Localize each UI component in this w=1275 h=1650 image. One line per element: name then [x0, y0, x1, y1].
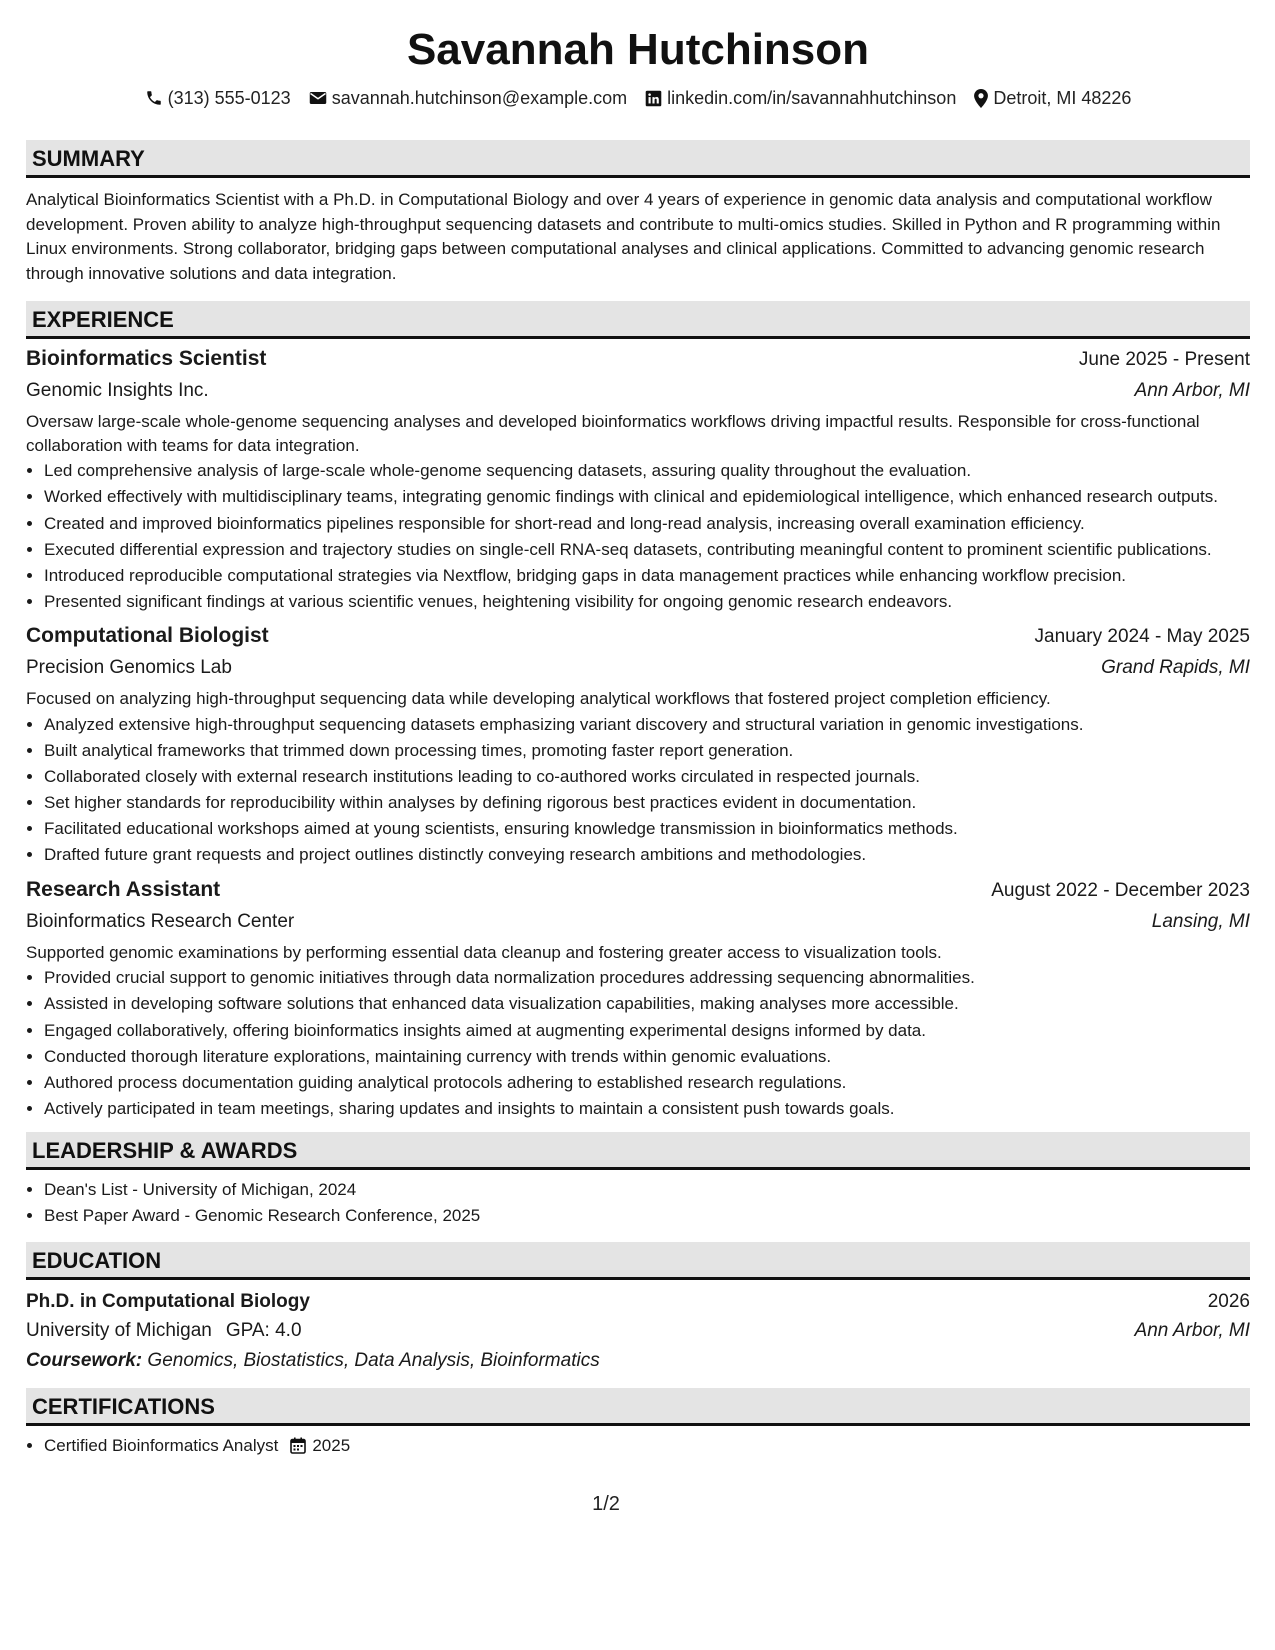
list-item: • Created and improved bioinformatics pipelines responsible for short-read and long-read analysis, increasing overall examination efficiency. [44, 512, 1250, 536]
linkedin-icon [645, 90, 662, 107]
list-item: • Executed differential expression and trajectory studies on single-cell RNA-seq datasets, contributing meaningful content to prominent scientific publications. [44, 538, 1250, 562]
job-dates: August 2022 - December 2023 [991, 879, 1250, 901]
job-title: Computational Biologist [26, 624, 269, 648]
summary-text: Analytical Bioinformatics Scientist with a Ph.D. in Computational Biology and over 4 years of experience in genomic data analysis and computational workflow development. Proven ability to analyze high-throughput sequencing datasets and contribute to multi-omics studies. Skilled in Python and R programming within Linux environments. Strong collaborator, bridging gaps between computational analyses and clinical applications. Committed to advancing genomic research through innovative solutions and data integration. [26, 190, 1221, 283]
section-header-certifications: CERTIFICATIONS [26, 1388, 1250, 1426]
section-header-experience: EXPERIENCE [26, 301, 1250, 339]
section-header-leadership: LEADERSHIP & AWARDS [26, 1132, 1250, 1170]
job-description: Supported genomic examinations by performing essential data cleanup and fostering greater access to visualization tools. [26, 942, 942, 962]
edu-degree: Ph.D. in Computational Biology [26, 1290, 310, 1312]
job-entry [26, 875, 1250, 1120]
list-item: • Set higher standards for reproducibility within analyses by defining rigorous best practices evident in documentation. [44, 791, 1250, 815]
list-item: • Drafted future grant requests and project outlines distinctly conveying research ambitions and methodologies. [44, 843, 1250, 867]
list-item: • Analyzed extensive high-throughput sequencing datasets emphasizing variant discovery and structural variation in genomic investigations. [44, 713, 1250, 737]
section-header-summary: SUMMARY [26, 140, 1250, 178]
job-description: Focused on analyzing high-throughput sequencing data while developing analytical workflows that fostered project completion efficiency. [26, 689, 1051, 709]
job-bullets [26, 966, 1250, 1120]
location-text: Detroit, MI 48226 [993, 87, 1132, 108]
contact-email[interactable] [309, 88, 627, 109]
job-dates: January 2024 - May 2025 [1034, 626, 1250, 648]
list-item: • Best Paper Award - Genomic Research Conference, 2025 [44, 1204, 1250, 1228]
job-title: Bioinformatics Scientist [26, 347, 267, 371]
job-description: Oversaw large-scale whole-genome sequencing analyses and developed bioinformatics workflows driving impactful results. Responsible for cross-functional collaboration with teams for data integration. [26, 412, 1200, 455]
phone-icon [145, 89, 163, 107]
edu-year: 2026 [1207, 1290, 1250, 1312]
phone-text: (313) 555-0123 [167, 87, 291, 108]
contact-linkedin[interactable] [645, 88, 956, 109]
job-company: Bioinformatics Research Center [26, 910, 295, 932]
edu-location: Ann Arbor, MI [1134, 1319, 1250, 1341]
coursework-label: Coursework: [26, 1349, 143, 1371]
job-dates: June 2025 - Present [1078, 349, 1250, 371]
list-item: • Authored process documentation guiding analytical protocols adhering to established research regulations. [44, 1071, 1250, 1095]
edu-school: University of Michigan [26, 1319, 212, 1341]
job-location: Lansing, MI [1151, 910, 1250, 932]
calendar-icon [290, 1437, 306, 1454]
job-location: Grand Rapids, MI [1101, 657, 1250, 679]
edu-coursework [26, 1346, 1250, 1376]
list-item: • Engaged collaboratively, offering bioinformatics insights aimed at augmenting experimental designs informed by data. [44, 1019, 1250, 1043]
section-header-education: EDUCATION [26, 1242, 1250, 1280]
list-item: • Provided crucial support to genomic initiatives through data normalization procedures addressing sequencing abnormalities. [44, 966, 1250, 990]
list-item [44, 1434, 1250, 1458]
linkedin-text: linkedin.com/in/savannahhutchinson [667, 87, 957, 108]
list-item: • Presented significant findings at various scientific venues, heightening visibility for ongoing genomic research endeavors. [44, 590, 1250, 614]
leadership-list [26, 1178, 1250, 1228]
envelope-icon [309, 90, 327, 106]
job-title: Research Assistant [26, 877, 221, 901]
cert-name: • Certified Bioinformatics Analyst [44, 1435, 279, 1455]
job-company: Precision Genomics Lab [26, 657, 232, 679]
contact-location [974, 88, 1131, 109]
job-company: Genomic Insights Inc. [26, 380, 209, 402]
contact-bar [26, 86, 1250, 110]
list-item: • Led comprehensive analysis of large-scale whole-genome sequencing datasets, assuring quality throughout the evaluation. [44, 459, 1250, 483]
list-item: • Facilitated educational workshops aimed at young scientists, ensuring knowledge transmission in bioinformatics methods. [44, 817, 1250, 841]
list-item: • Built analytical frameworks that trimmed down processing times, promoting faster report generation. [44, 739, 1250, 763]
email-text: savannah.hutchinson@example.com [331, 87, 628, 108]
page-number: 1/2 [592, 1493, 620, 1515]
edu-gpa: GPA: 4.0 [225, 1319, 302, 1341]
list-item: • Dean's List - University of Michigan, 2024 [44, 1178, 1250, 1202]
job-entry [26, 621, 1250, 866]
job-location: Ann Arbor, MI [1134, 380, 1250, 402]
list-item: • Actively participated in team meetings, sharing updates and insights to maintain a consistent push towards goals. [44, 1097, 1250, 1121]
candidate-name: Savannah Hutchinson [406, 25, 870, 74]
list-item: • Assisted in developing software solutions that enhanced data visualization capabilities, making analyses more accessible. [44, 992, 1250, 1016]
resume-content [26, 0, 1250, 1460]
contact-phone[interactable] [145, 88, 291, 109]
list-item: • Introduced reproducible computational strategies via Nextflow, bridging gaps in data management practices while enhancing workflow precision. [44, 564, 1250, 588]
job-bullets [26, 713, 1250, 867]
job-bullets [26, 459, 1250, 613]
certifications-list [26, 1434, 1250, 1458]
list-item: • Conducted thorough literature explorations, maintaining currency with trends within genomic evaluations. [44, 1045, 1250, 1069]
coursework-text: Genomics, Biostatistics, Data Analysis, Bioinformatics [147, 1349, 600, 1371]
list-item: • Worked effectively with multidisciplinary teams, integrating genomic findings with clinical and epidemiological intelligence, which enhanced research outputs. [44, 485, 1250, 509]
map-pin-icon [974, 89, 988, 108]
job-entry [26, 344, 1250, 613]
list-item: • Collaborated closely with external research institutions leading to co-authored works circulated in respected journals. [44, 765, 1250, 789]
cert-year: 2025 [312, 1435, 351, 1455]
